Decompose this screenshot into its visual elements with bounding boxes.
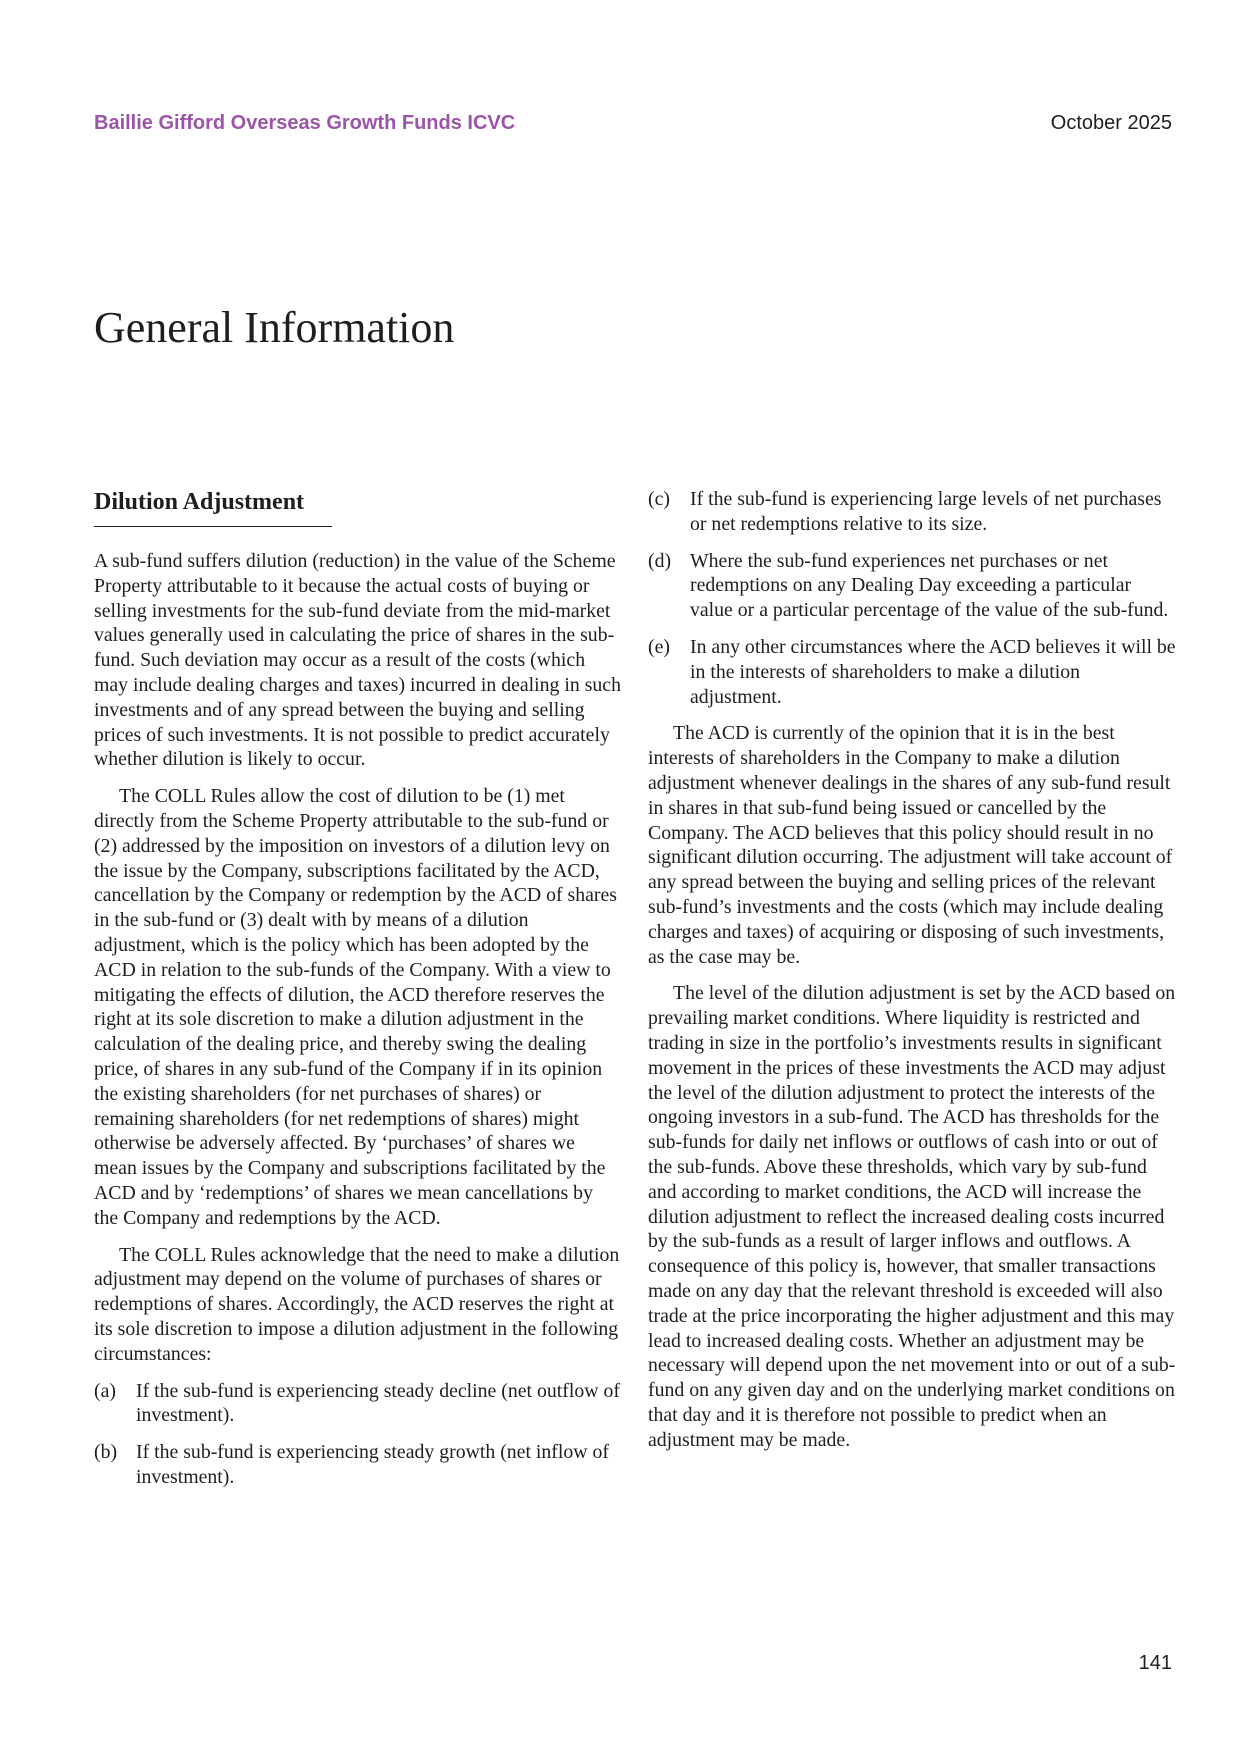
- list-marker: (c): [648, 488, 670, 510]
- list-text: If the sub-fund is experiencing steady decline (net outflow of investment).: [136, 1379, 620, 1427]
- section-heading: Dilution Adjustment: [94, 487, 332, 527]
- page-number: 141: [1138, 1652, 1172, 1674]
- page-title: General Information: [94, 303, 455, 352]
- list-marker: (d): [648, 549, 672, 572]
- paragraph: The COLL Rules allow the cost of dilution to be (1) met directly from the Scheme Property attributable to the sub-fund or (2) addressed by the imposition on investors of a dilution levy on the issue by the Company, subscriptions facilitated by the ACD, cancellation by the Company or redemption by the ACD of shares in the sub-fund or (3) dealt with by means of a dilution adjustment, which is the policy which has been adopted by the ACD in relation to the sub-funds of the Company. With a view to mitigating the effects of dilution, the ACD therefore reserves the right at its sole discretion to make a dilution adjustment in the calculation of the dealing price, and thereby swing the dealing price, of shares in any sub-fund of the Company if in its opinion the existing shareholders (for net purchases of shares) or remaining shareholders (for net redemptions of shares) might otherwise be adversely affected. By ‘purchases’ of shares we mean issues by the Company and subscriptions facilitated by the ACD and by ‘redemptions’ of shares we mean cancellations by the Company and redemptions by the ACD.: [94, 785, 617, 1229]
- left-column: [94, 487, 622, 1502]
- list-item: [648, 635, 1176, 709]
- list-item: [648, 549, 1176, 623]
- paragraph: The level of the dilution adjustment is set by the ACD based on prevailing market conditions. Where liquidity is restricted and trading in size in the portfolio’s investments results in significant movement in the prices of these investments the ACD may adjust the level of the dilution adjustment to protect the interests of the ongoing investors in a sub-fund. The ACD has thresholds for the sub-funds for daily net inflows or outflows of cash into or out of the sub-funds. Above these thresholds, which vary by sub-fund and according to market conditions, the ACD will increase the dilution adjustment to reflect the increased dealing costs incurred by the sub-funds as a result of larger inflows and outflows. A consequence of this policy is, however, that smaller transactions made on any day that the relevant threshold is exceeded will also trade at the price incorporating the higher adjustment and this may lead to increased dealing costs. Whether an adjustment may be necessary will depend upon the net movement into or out of a sub-fund on any given day and on the underlying market conditions on that day and it is therefore not possible to predict when an adjustment may be made.: [648, 982, 1176, 1451]
- list-text: If the sub-fund is experiencing large levels of net purchases or net redemptions relative to its size.: [690, 488, 1162, 535]
- paragraph: A sub-fund suffers dilution (reduction) in the value of the Scheme Property attributable to it because the actual costs of buying or selling investments for the sub-fund deviate from the mid-market values generally used in calculating the price of shares in the sub-fund. Such deviation may occur as a result of the costs (which may include dealing charges and taxes) incurred in dealing in such investments and of any spread between the buying and selling prices of such investments. It is not possible to predict accurately whether dilution is likely to occur.: [94, 550, 621, 771]
- list-item: [94, 1440, 622, 1490]
- list-item: [648, 487, 1176, 537]
- list-text: In any other circumstances where the ACD believes it will be in the interests of shareholders to make a dilution adjustment.: [690, 635, 1176, 708]
- list-marker: (b): [94, 1441, 118, 1464]
- list-text: Where the sub-fund experiences net purchases or net redemptions on any Dealing Day exceeding a particular value or a particular percentage of the value of the sub-fund.: [690, 549, 1169, 622]
- list-marker: (e): [648, 635, 670, 658]
- list-marker: (a): [94, 1379, 116, 1402]
- right-column: [648, 487, 1176, 1464]
- list-text: If the sub-fund is experiencing steady growth (net inflow of investment).: [136, 1441, 609, 1488]
- paragraph: The ACD is currently of the opinion that it is in the best interests of shareholders in the Company to make a dilution adjustment whenever dealings in the shares of any sub-fund result in shares in that sub-fund being issued or cancelled by the Company. The ACD believes that this policy should result in no significant dilution occurring. The adjustment will take account of any spread between the buying and selling prices of the relevant sub-fund’s investments and the costs (which may include dealing charges and taxes) of acquiring or disposing of such investments, as the case may be.: [648, 722, 1173, 968]
- list-item: [94, 1379, 622, 1429]
- header-date: October 2025: [1050, 112, 1172, 134]
- paragraph: The COLL Rules acknowledge that the need to make a dilution adjustment may depend on the volume of purchases of shares or redemptions of shares. Accordingly, the ACD reserves the right at its sole discretion to impose a dilution adjustment in the following circumstances:: [94, 1243, 620, 1365]
- header-fund-name: Baillie Gifford Overseas Growth Funds ICVC: [94, 112, 516, 134]
